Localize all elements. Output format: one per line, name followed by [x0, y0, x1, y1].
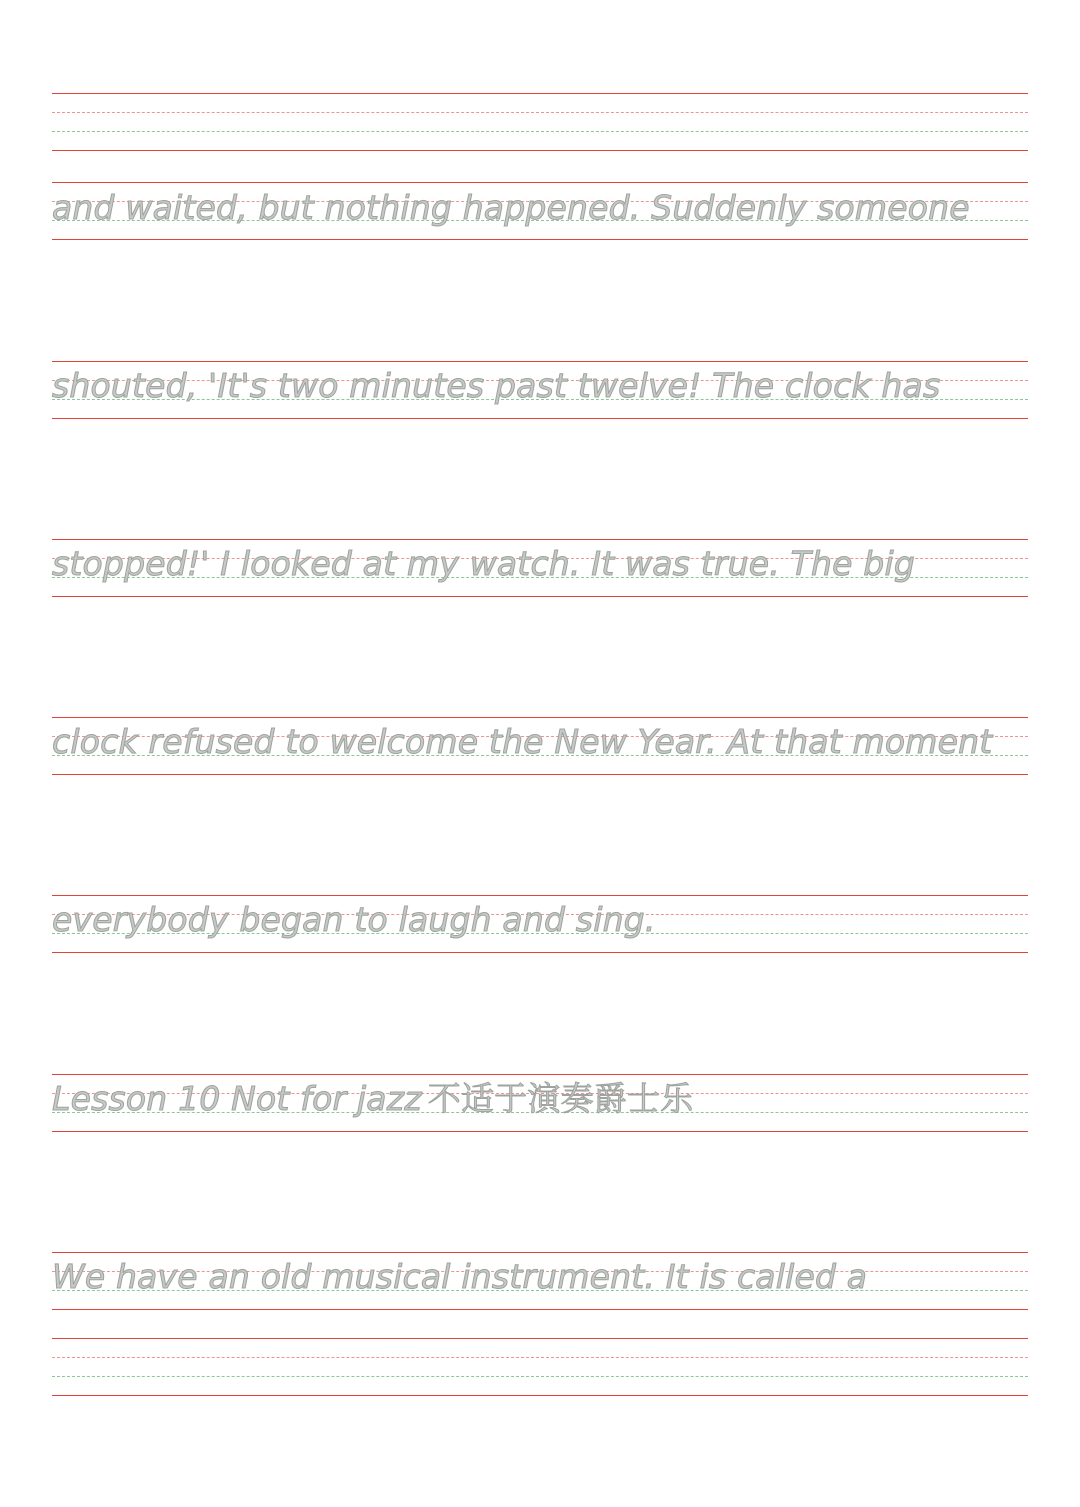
band-7-bottom-rule [52, 1131, 1028, 1132]
band-4-bottom-rule [52, 596, 1028, 597]
lesson-heading [52, 1079, 694, 1118]
tracing-line-2: shouted, 'It's two minutes past twelve! The clock has [52, 366, 941, 405]
lesson-title-chinese: 不适于演奏爵士乐 [427, 1079, 694, 1118]
band-9-bottom-rule [52, 1395, 1028, 1396]
band-1-top-rule [52, 93, 1028, 94]
tracing-line-5: everybody began to laugh and sing. [52, 900, 656, 939]
lesson-title-english: Lesson 10 Not for jazz [52, 1079, 422, 1118]
band-3-bottom-rule [52, 418, 1028, 419]
band-2-bottom-rule [52, 239, 1028, 240]
band-3-top-rule [52, 361, 1028, 362]
band-6-bottom-rule [52, 952, 1028, 953]
band-8-bottom-rule [52, 1309, 1028, 1310]
band-4-top-rule [52, 539, 1028, 540]
tracing-line-4: clock refused to welcome the New Year. At that moment [52, 722, 993, 761]
band-5-bottom-rule [52, 774, 1028, 775]
band-9-top-rule [52, 1338, 1028, 1339]
band-1-baseline-dashed-rule [52, 131, 1028, 132]
tracing-line-1: and waited, but nothing happened. Suddenly someone [52, 188, 970, 227]
band-6-top-rule [52, 895, 1028, 896]
band-8-top-rule [52, 1252, 1028, 1253]
band-2-top-rule [52, 182, 1028, 183]
band-7-top-rule [52, 1074, 1028, 1075]
band-5-top-rule [52, 717, 1028, 718]
tracing-line-7: We have an old musical instrument. It is called a [52, 1257, 868, 1296]
band-1-bottom-rule [52, 150, 1028, 151]
tracing-line-3: stopped!' I looked at my watch. It was true. The big [52, 544, 915, 583]
band-9-upper-dashed-rule [52, 1357, 1028, 1358]
band-1-upper-dashed-rule [52, 112, 1028, 113]
band-9-baseline-dashed-rule [52, 1376, 1028, 1377]
